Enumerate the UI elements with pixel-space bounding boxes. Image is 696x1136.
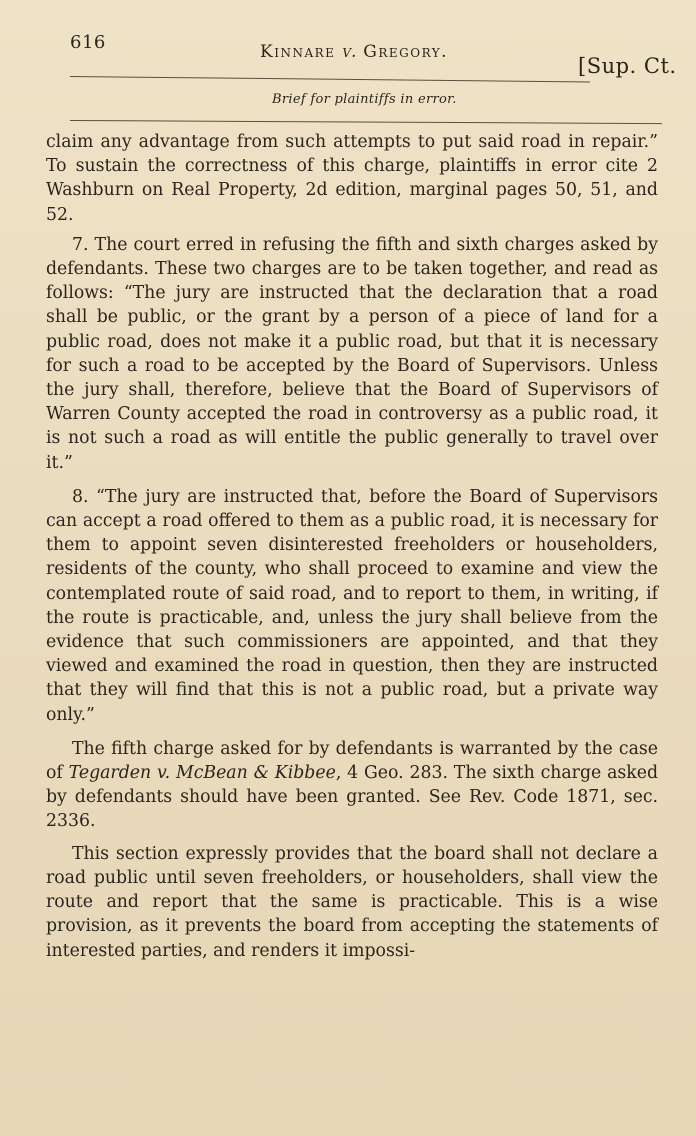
- paragraph-fifth-charge: [46, 737, 658, 834]
- section-rule: [70, 120, 662, 124]
- title-plaintiff: Kinnare: [260, 42, 336, 62]
- title-defendant: Gregory.: [363, 42, 449, 62]
- paragraph-text-before: The fifth charge asked for by defendants is warranted by the case of: [46, 738, 658, 784]
- page-number: 616: [70, 32, 106, 53]
- title-versus: v.: [342, 42, 357, 62]
- case-citation: Tegarden v. McBean & Kibbee: [68, 763, 336, 784]
- running-title: [260, 42, 448, 62]
- paragraph-point-7: 7. The court erred in refusing the fifth and sixth charges asked by defendants. These two charges are to be taken together, and read as follows: “The jury are instructed that the declaration that a road shall be public, or the grant by a person of a piece of land for a public road, does not make it a public road, but that it is necessary for such a road to be accepted by the Board of Supervisors. Unless the jury shall, therefore, believe that the Board of Supervisors of Warren County accepted the road in controversy as a public road, it is not such a road as will entitle the public generally to travel over it.”: [46, 234, 658, 473]
- section-heading: Brief for plaintiffs in error.: [272, 92, 457, 107]
- header-rule: [70, 76, 590, 82]
- paragraph-section-provision: This section expressly provides that the board shall not declare a road public until seven freeholders, or householders, shall view the route and report that the same is practicable. This is a wise provision, as it prevents the board from accepting the statements of interested parties, and renders it impossi-: [46, 843, 658, 961]
- paragraph-continuation: claim any advantage from such attempts to put said road in repair.” To sustain the correctness of this charge, plaintiffs in error cite 2 Washburn on Real Property, 2d edition, marginal pages 50, 51, and 52.: [46, 132, 658, 225]
- body-text: [46, 130, 658, 971]
- paragraph-text-after: , 4 Geo. 283. The sixth charge asked by defendants should have been granted. See Rev. Code 1871, sec. 2336.: [46, 763, 659, 832]
- paragraph-point-8: 8. “The jury are instructed that, before the Board of Supervisors can accept a road offered to them as a public road, it is necessary for them to appoint seven disinterested freeholders or householders, residents of the county, who shall proceed to examine and view the contemplated route of said road, and to report to them, in writing, if the route is practicable, and, unless the jury shall believe from the evidence that such commissioners are appointed, and that they viewed and examined the road in question, then they are instructed that they will find that this is not a public road, but a private way only.”: [46, 486, 658, 725]
- court-label: [Sup. Ct.: [578, 54, 677, 78]
